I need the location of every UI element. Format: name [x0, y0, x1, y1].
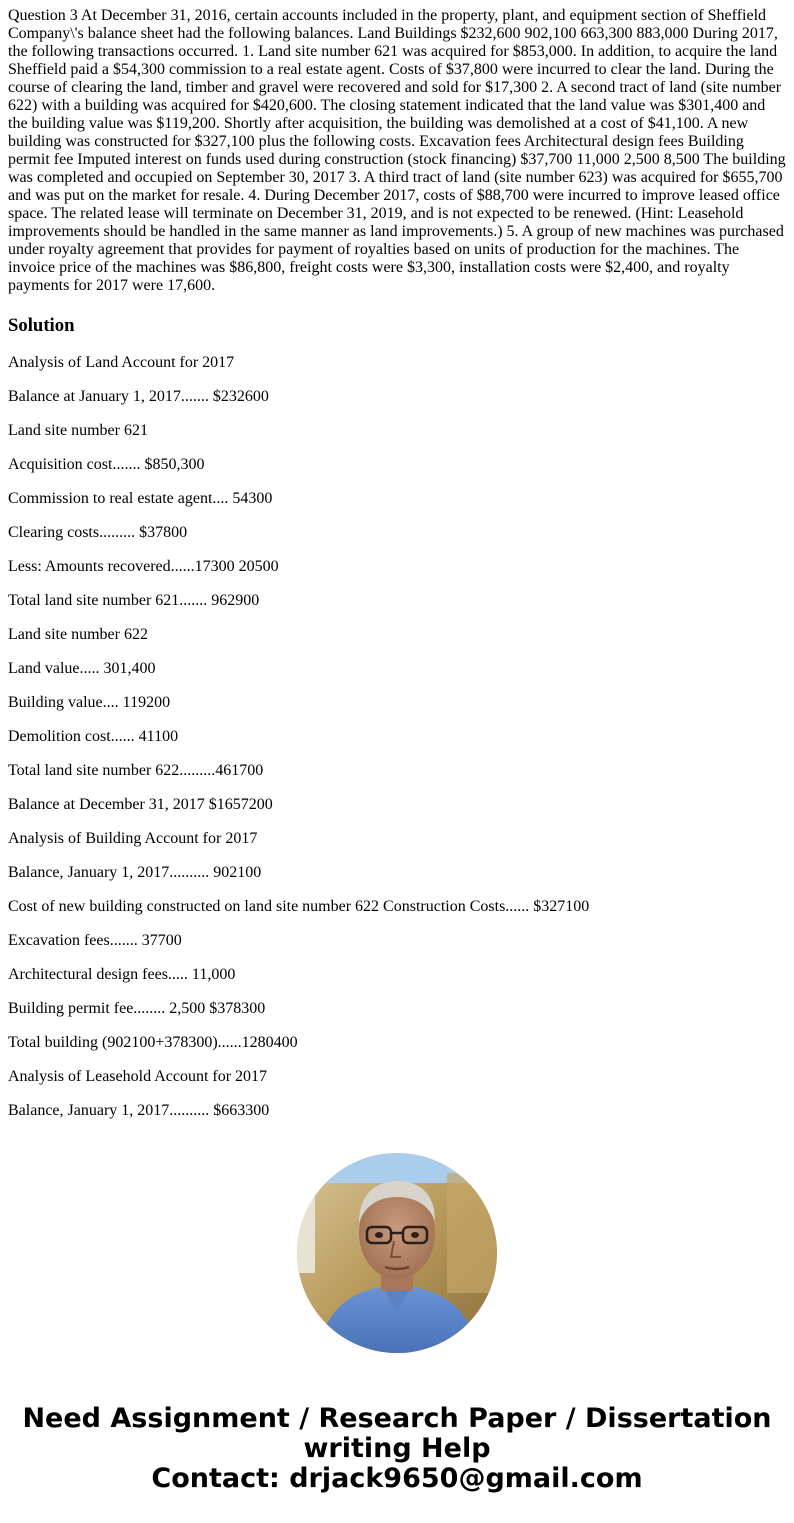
solution-line: Excavation fees....... 37700: [8, 932, 182, 949]
promo-banner: [0, 1404, 794, 1494]
solution-line: Total building (902100+378300)......1280400: [8, 1034, 298, 1051]
question-text: Question 3 At December 31, 2016, certain accounts included in the property, plant, and equipment section of Sheffield Company\'s balance sheet had the following balances. Land Buildings $232,600 902,100 663,300 883,000 During 2017, the following transactions occurred. 1. Land site number 621 was acquired for $853,000. In addition, to acquire the land Sheffield paid a $54,300 commission to a real estate agent. Costs of $37,800 were incurred to clear the land. During the course of clearing the land, timber and gravel were recovered and sold for $17,300 2. A second tract of land (site number 622) with a building was acquired for $420,600. The closing statement indicated that the land value was $301,400 and the building value was $119,200. Shortly after acquisition, the building was demolished at a cost of $41,100. A new building was constructed for $327,100 plus the following costs. Excavation fees Architectural design fees Building permit fee Imputed interest on funds used during construction (stock financing) $37,700 11,000 2,500 8,500 The building was completed and occupied on September 30, 2017 3. A third tract of land (site number 623) was acquired for $655,700 and was put on the market for resale. 4. During December 2017, costs of $88,700 were incurred to improve leased office space. The related lease will terminate on December 31, 2019, and is not expected to be renewed. (Hint: Leasehold improvements should be handled in the same manner as land improvements.) 5. A group of new machines was purchased under royalty agreement that provides for payment of royalties based on units of production for the machines. The invoice price of the machines was $86,800, freight costs were $3,300, installation costs were $2,400, and royalty payments for 2017 were 17,600.: [8, 7, 786, 294]
promo-line-1: Need Assignment / Research Paper / Dissertation: [22, 1403, 772, 1434]
solution-line: Architectural design fees..... 11,000: [8, 966, 236, 983]
solution-line: Land site number 621: [8, 422, 148, 439]
solution-line: Balance at January 1, 2017....... $232600: [8, 388, 269, 405]
solution-line: Cost of new building constructed on land site number 622 Construction Costs...... $327100: [8, 898, 590, 915]
solution-line: Balance, January 1, 2017.......... 902100: [8, 864, 262, 881]
solution-line: Less: Amounts recovered......17300 20500: [8, 558, 279, 575]
solution-line: Balance, January 1, 2017.......... $663300: [8, 1102, 270, 1119]
solution-line: Clearing costs......... $37800: [8, 524, 188, 541]
promo-contact: Contact: drjack9650@gmail.com: [151, 1463, 643, 1494]
solution-line: Total land site number 622.........461700: [8, 762, 264, 779]
solution-line: Acquisition cost....... $850,300: [8, 456, 205, 473]
solution-line: Analysis of Leasehold Account for 2017: [8, 1068, 268, 1085]
solution-body: [8, 354, 788, 1136]
solution-line: Land value..... 301,400: [8, 660, 156, 677]
solution-line: Commission to real estate agent.... 54300: [8, 490, 273, 507]
solution-line: Analysis of Building Account for 2017: [8, 830, 258, 847]
solution-line: Building value.... 119200: [8, 694, 171, 711]
promo-line-2: writing Help: [303, 1433, 491, 1464]
author-portrait-image: [297, 1153, 497, 1353]
solution-line: Land site number 622: [8, 626, 148, 643]
solution-line: Total land site number 621....... 962900: [8, 592, 260, 609]
solution-line: Analysis of Land Account for 2017: [8, 354, 235, 371]
solution-line: Demolition cost...... 41100: [8, 728, 179, 745]
solution-heading: Solution: [8, 315, 75, 336]
solution-line: Balance at December 31, 2017 $1657200: [8, 796, 273, 813]
solution-line: Building permit fee........ 2,500 $378300: [8, 1000, 266, 1017]
author-avatar: [297, 1153, 497, 1353]
